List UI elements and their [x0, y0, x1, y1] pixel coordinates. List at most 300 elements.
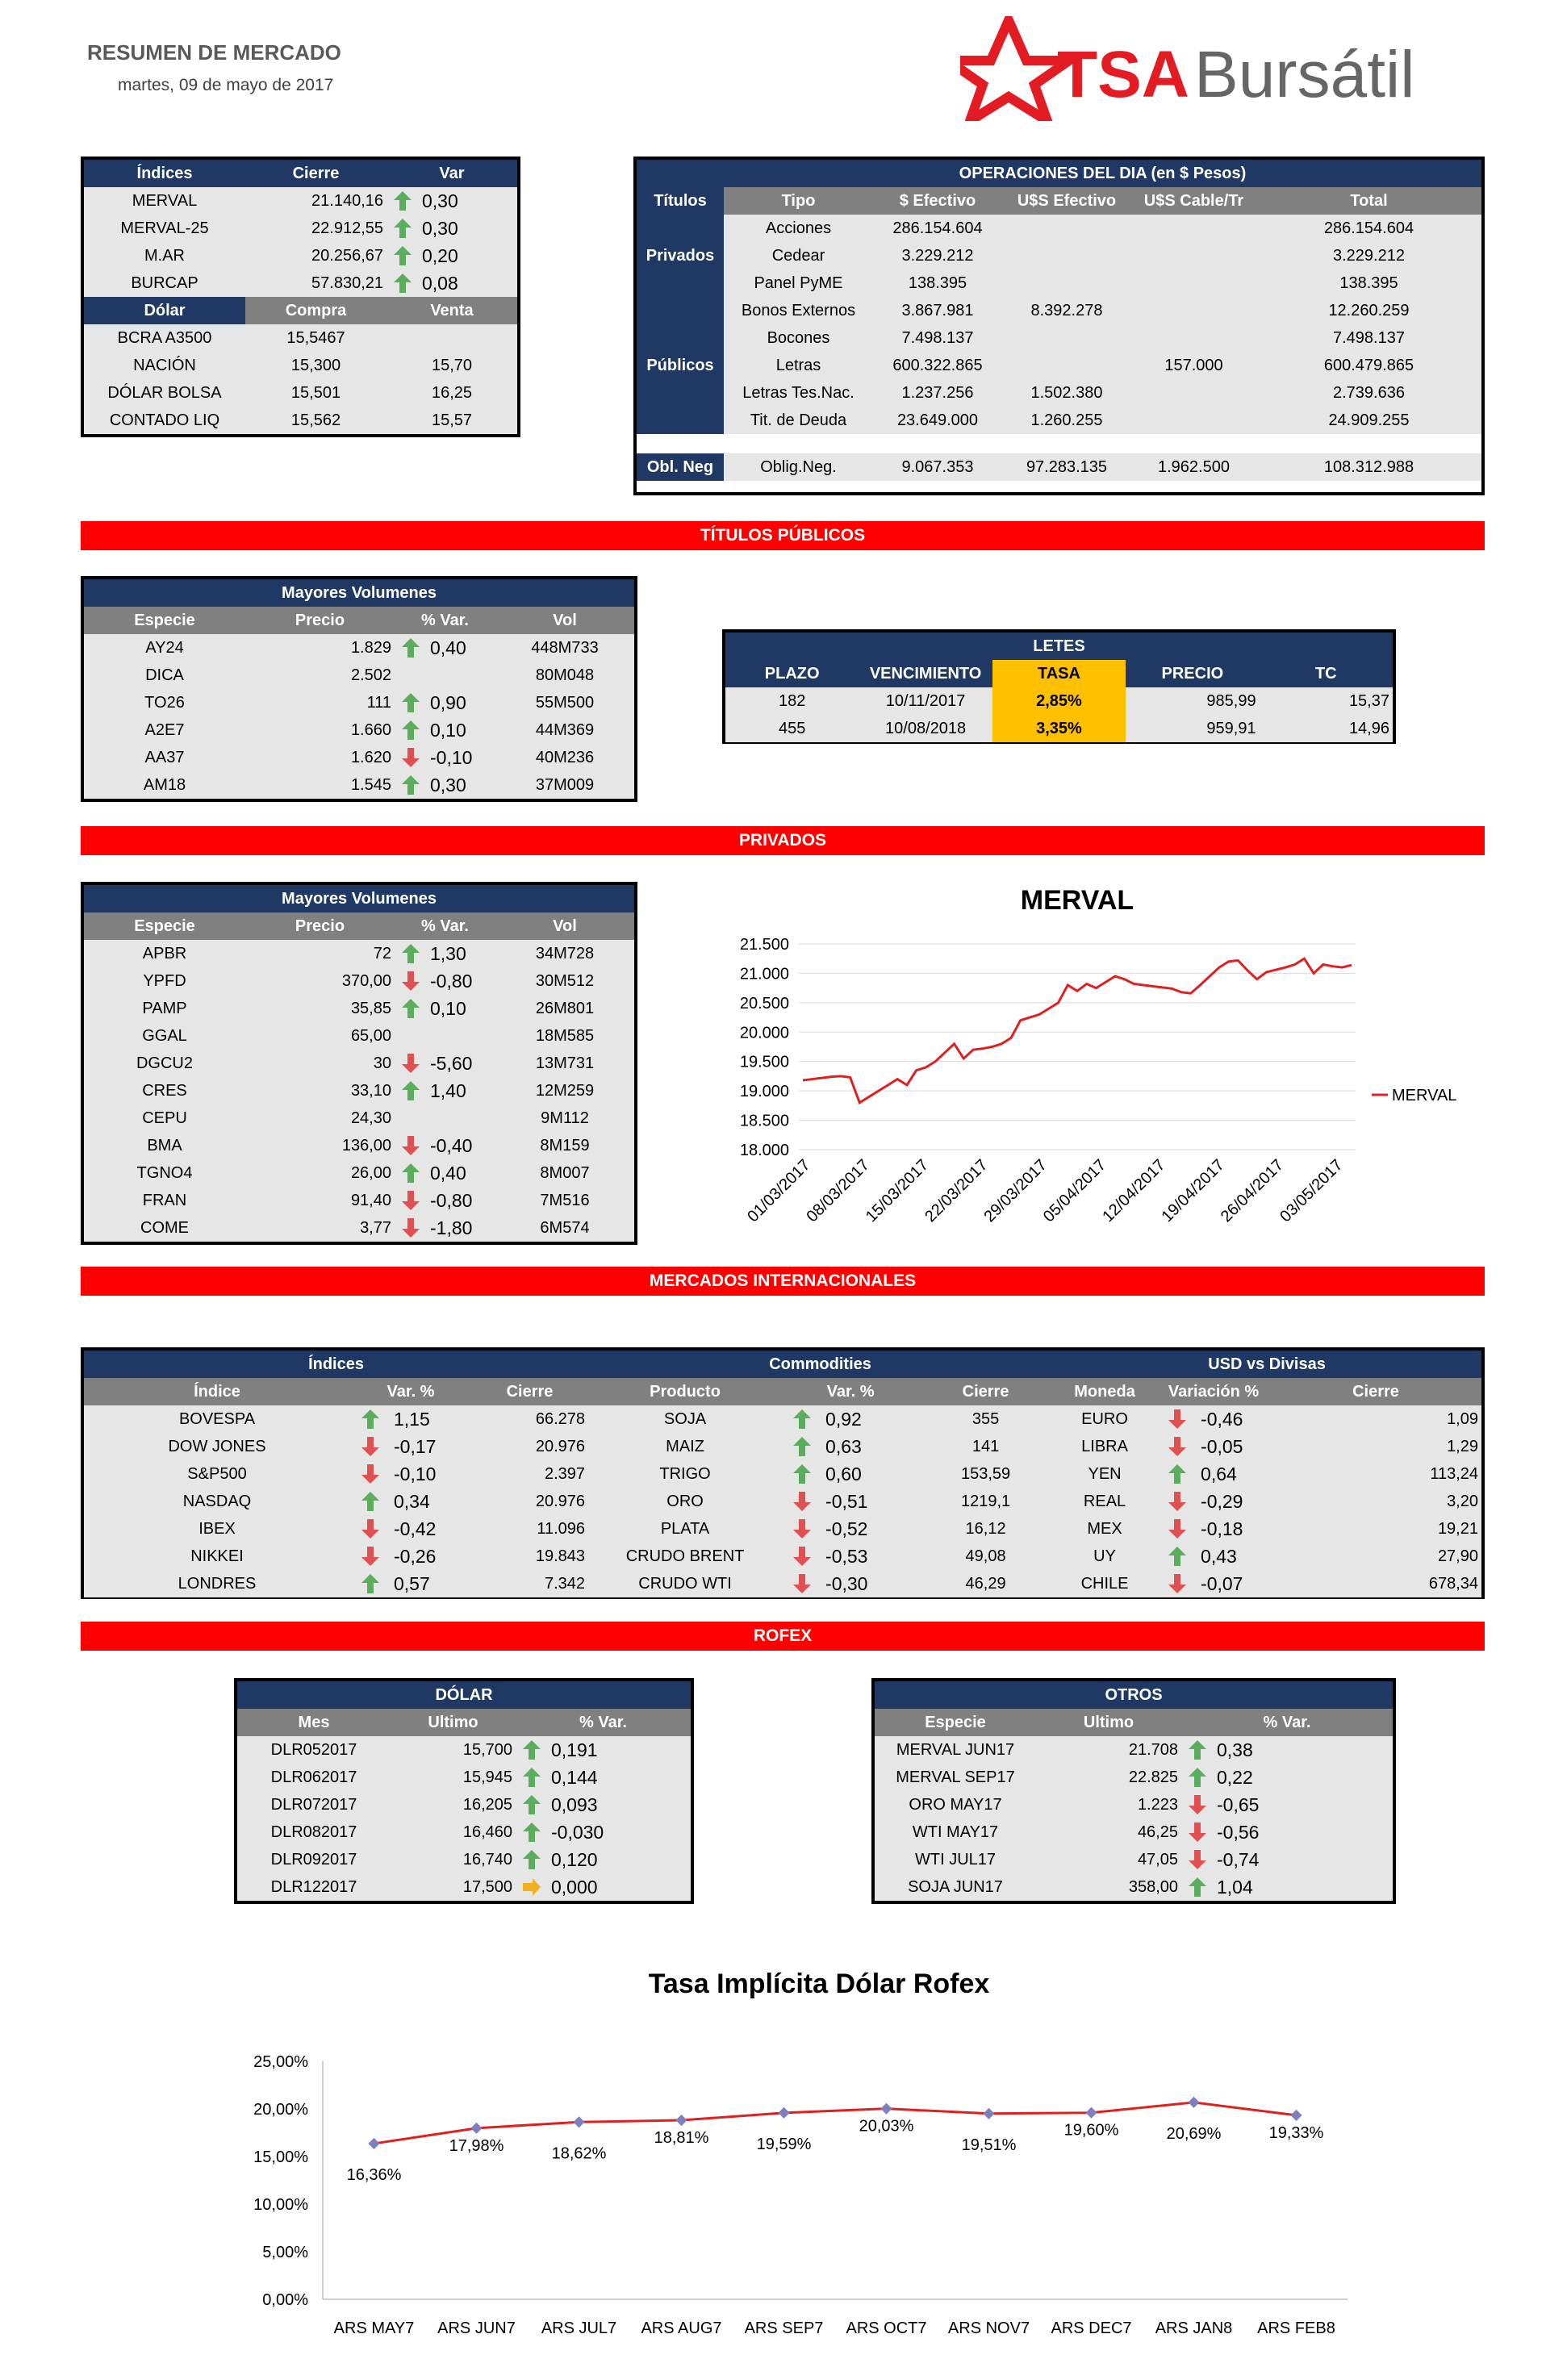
- rofex-name: ORO MAY17: [875, 1791, 1036, 1818]
- indice-var: 0,57: [391, 1570, 471, 1597]
- ops-row: [637, 297, 1481, 324]
- column-header: Variación %: [1157, 1378, 1270, 1405]
- dolar-row: [84, 379, 517, 407]
- arrow-up-icon: [792, 1436, 812, 1457]
- dolar-compra: 15,501: [245, 379, 386, 407]
- ops-title-row: [637, 160, 1481, 187]
- y-tick-label: 19.500: [739, 1053, 789, 1071]
- x-tick-label: ARS OCT7: [846, 2319, 927, 2337]
- moneda-var: -0,18: [1197, 1515, 1270, 1543]
- column-header: % Var.: [1181, 1709, 1393, 1736]
- data-label: 19,60%: [1063, 2121, 1119, 2140]
- dolar-row: [84, 352, 517, 379]
- column-header: Cierre: [919, 1378, 1052, 1405]
- column-header: Var. %: [350, 1378, 471, 1405]
- arrow-down-icon: [1188, 1849, 1207, 1870]
- especie: APBR: [84, 940, 245, 967]
- data-label: 19,33%: [1268, 2123, 1324, 2142]
- especie: AY24: [84, 634, 245, 662]
- ops-row: [637, 453, 1481, 481]
- dolar-compra: 15,562: [245, 407, 386, 434]
- trend-cell: [395, 995, 427, 1022]
- rofex-ultimo: 16,460: [391, 1818, 516, 1846]
- dolar-compra: 15,5467: [245, 324, 386, 352]
- arrow-up-icon: [522, 1794, 541, 1815]
- y-tick-label: 18.000: [739, 1142, 789, 1159]
- volume-row: [84, 634, 634, 662]
- title-row: [875, 1681, 1393, 1709]
- rofex-name: DLR052017: [237, 1736, 391, 1764]
- rofex-name: WTI MAY17: [875, 1818, 1036, 1846]
- producto-close: 49,08: [919, 1543, 1052, 1570]
- letes-cell: 985,99: [1126, 687, 1259, 715]
- trend-cell: [1157, 1515, 1197, 1543]
- volumen: 8M007: [495, 1159, 634, 1187]
- moneda-var: -0,05: [1197, 1433, 1270, 1460]
- indice-name: NASDAQ: [84, 1488, 350, 1515]
- producto-var: 0,60: [822, 1460, 919, 1488]
- volume-row: [84, 1077, 634, 1104]
- trend-cell: [516, 1736, 548, 1764]
- trend-cell: [386, 187, 419, 215]
- x-tick-label: ARS AUG7: [641, 2319, 722, 2337]
- ops-cell: [1002, 352, 1131, 379]
- chart-title: MERVAL: [1020, 885, 1134, 916]
- trend-cell: [395, 1104, 427, 1132]
- ops-cell: 9.067.353: [873, 453, 1002, 481]
- pct-var: 0,10: [427, 995, 495, 1022]
- spacer-row: [637, 434, 1481, 453]
- column-header: TASA: [992, 660, 1126, 687]
- index-close: 20.256,67: [245, 242, 386, 269]
- column-header: Var: [386, 160, 517, 187]
- column-header: Mes: [237, 1709, 391, 1736]
- moneda-var: 0,43: [1197, 1543, 1270, 1570]
- ops-cell: 1.962.500: [1131, 453, 1256, 481]
- moneda-name: UY: [1052, 1543, 1157, 1570]
- moneda-name: LIBRA: [1052, 1433, 1157, 1460]
- table-title: Mayores Volumenes: [84, 885, 634, 912]
- ops-group-label: Obl. Neg: [637, 453, 724, 481]
- volume-row: [84, 1214, 634, 1242]
- arrow-down-icon: [1188, 1822, 1207, 1843]
- trend-cell: [350, 1460, 391, 1488]
- arrow-down-icon: [401, 1217, 420, 1238]
- section-mercados-internacionales: MERCADOS INTERNACIONALES: [81, 1267, 1485, 1296]
- trend-cell: [395, 1214, 427, 1242]
- moneda-name: YEN: [1052, 1460, 1157, 1488]
- column-header: PLAZO: [725, 660, 859, 687]
- dolar-row: [84, 324, 517, 352]
- arrow-down-icon: [792, 1491, 812, 1512]
- rofex-name: DLR122017: [237, 1873, 391, 1901]
- arrow-up-icon: [401, 692, 420, 713]
- precio: 3,77: [245, 1214, 395, 1242]
- rofex-var: 0,120: [548, 1846, 691, 1873]
- pct-var: 0,40: [427, 1159, 495, 1187]
- precio: 24,30: [245, 1104, 395, 1132]
- index-row: [84, 187, 517, 215]
- dolar-venta: [386, 324, 517, 352]
- letes-row: [725, 715, 1393, 742]
- moneda-close: 113,24: [1270, 1460, 1481, 1488]
- indice-name: S&P500: [84, 1460, 350, 1488]
- trend-cell: [350, 1433, 391, 1460]
- column-header: Tipo: [724, 187, 873, 215]
- volume-row: [84, 689, 634, 716]
- especie: A2E7: [84, 716, 245, 744]
- rofex-ultimo: 358,00: [1036, 1873, 1181, 1901]
- rofex-name: MERVAL SEP17: [875, 1764, 1036, 1791]
- indice-close: 11.096: [471, 1515, 588, 1543]
- indice-close: 7.342: [471, 1570, 588, 1597]
- precio: 35,85: [245, 995, 395, 1022]
- data-point: [470, 2123, 482, 2134]
- trend-cell: [395, 1132, 427, 1159]
- rofex-row: [875, 1791, 1393, 1818]
- rofex-var: 0,144: [548, 1764, 691, 1791]
- dolar-name: CONTADO LIQ: [84, 407, 245, 434]
- ops-cell: Letras Tes.Nac.: [724, 379, 873, 407]
- blank: [637, 160, 724, 187]
- arrow-down-icon: [1188, 1794, 1207, 1815]
- producto-name: ORO: [588, 1488, 782, 1515]
- x-tick-label: 29/03/2017: [980, 1155, 1051, 1226]
- x-tick-label: 22/03/2017: [921, 1155, 992, 1226]
- arrow-up-icon: [401, 998, 420, 1019]
- ops-cell: [1131, 242, 1256, 269]
- arrow-up-icon: [393, 218, 412, 239]
- ops-cell: 138.395: [873, 269, 1002, 297]
- trend-cell: [1157, 1570, 1197, 1597]
- ops-cell: 3.229.212: [873, 242, 1002, 269]
- dolar-header-row: [84, 297, 517, 324]
- header-row: [84, 1378, 1481, 1405]
- arrow-down-icon: [1168, 1573, 1187, 1594]
- table-title: OTROS: [875, 1681, 1393, 1709]
- volume-row: [84, 1159, 634, 1187]
- chart-title: Tasa Implícita Dólar Rofex: [648, 1969, 990, 1999]
- arrow-down-icon: [792, 1518, 812, 1539]
- table-title: LETES: [725, 633, 1393, 660]
- volumen: 80M048: [495, 662, 634, 689]
- column-header: PRECIO: [1126, 660, 1259, 687]
- rofex-ultimo: 1.223: [1036, 1791, 1181, 1818]
- internacionales-panel: [81, 1347, 1485, 1599]
- rofex-ultimo: 15,700: [391, 1736, 516, 1764]
- volumen: 13M731: [495, 1050, 634, 1077]
- ops-group-label: Públicos: [637, 297, 724, 434]
- header-row: [84, 160, 517, 187]
- precio: 26,00: [245, 1159, 395, 1187]
- indice-name: IBEX: [84, 1515, 350, 1543]
- column-header: Vol: [495, 607, 634, 634]
- ops-cell: 157.000: [1131, 352, 1256, 379]
- trend-cell: [782, 1570, 822, 1597]
- y-tick-label: 20,00%: [253, 2101, 308, 2119]
- ops-cell: Acciones: [724, 215, 873, 242]
- column-header: Índice: [84, 1378, 350, 1405]
- y-tick-label: 5,00%: [262, 2244, 308, 2261]
- pct-var: -1,80: [427, 1214, 495, 1242]
- data-point: [1290, 2110, 1302, 2121]
- x-tick-label: ARS JUL7: [541, 2319, 617, 2337]
- column-header: Vol: [495, 912, 634, 940]
- ops-cell: 3.229.212: [1256, 242, 1481, 269]
- x-tick-label: ARS JAN8: [1155, 2319, 1233, 2337]
- y-tick-label: 10,00%: [253, 2196, 308, 2214]
- producto-var: 0,92: [822, 1405, 919, 1433]
- x-tick-label: 15/03/2017: [862, 1155, 933, 1226]
- arrow-down-icon: [1168, 1409, 1187, 1430]
- data-point: [1188, 2097, 1199, 2108]
- spacer: [637, 434, 1481, 453]
- indice-name: DOW JONES: [84, 1433, 350, 1460]
- title-row: [237, 1681, 691, 1709]
- arrow-down-icon: [401, 1135, 420, 1156]
- data-label: 19,51%: [961, 2136, 1017, 2154]
- ops-cell: [1131, 324, 1256, 352]
- arrow-up-icon: [401, 720, 420, 741]
- trend-cell: [395, 771, 427, 799]
- rofex-ultimo: 17,500: [391, 1873, 516, 1901]
- group-title: Commodities: [588, 1351, 1052, 1378]
- moneda-close: 1,09: [1270, 1405, 1481, 1433]
- data-point: [1085, 2107, 1097, 2119]
- arrow-down-icon: [792, 1546, 812, 1567]
- letes-cell: 182: [725, 687, 859, 715]
- index-name: BURCAP: [84, 269, 245, 297]
- moneda-name: REAL: [1052, 1488, 1157, 1515]
- column-header: % Var.: [395, 607, 495, 634]
- indice-close: 20.976: [471, 1433, 588, 1460]
- dolar-name: BCRA A3500: [84, 324, 245, 352]
- volumen: 26M801: [495, 995, 634, 1022]
- data-point: [573, 2116, 584, 2127]
- volumen: 34M728: [495, 940, 634, 967]
- moneda-close: 1,29: [1270, 1433, 1481, 1460]
- indice-var: -0,26: [391, 1543, 471, 1570]
- title-row: [725, 633, 1393, 660]
- data-label: 20,03%: [859, 2117, 914, 2136]
- especie: GGAL: [84, 1022, 245, 1050]
- ops-cell: [1131, 407, 1256, 434]
- header-row: [875, 1709, 1393, 1736]
- trend-cell: [1157, 1405, 1197, 1433]
- rofex-name: WTI JUL17: [875, 1846, 1036, 1873]
- ops-cell: Panel PyME: [724, 269, 873, 297]
- intl-row: [84, 1488, 1481, 1515]
- ops-row: [637, 324, 1481, 352]
- column-header: $ Efectivo: [873, 187, 1002, 215]
- ops-cell: Bonos Externos: [724, 297, 873, 324]
- index-close: 22.912,55: [245, 215, 386, 242]
- volumen: 7M516: [495, 1187, 634, 1214]
- indice-close: 19.843: [471, 1543, 588, 1570]
- ops-cell: 23.649.000: [873, 407, 1002, 434]
- moneda-name: CHILE: [1052, 1570, 1157, 1597]
- index-var: 0,30: [419, 187, 517, 215]
- column-header: Dólar: [84, 297, 245, 324]
- ops-cell: 138.395: [1256, 269, 1481, 297]
- rofex-ultimo: 21.708: [1036, 1736, 1181, 1764]
- ops-group-label: Privados: [637, 215, 724, 297]
- group-title: Índices: [84, 1351, 588, 1378]
- pct-var: [427, 1022, 495, 1050]
- arrow-up-icon: [393, 273, 412, 294]
- trend-cell: [395, 744, 427, 771]
- arrow-up-icon: [393, 190, 412, 211]
- precio: 136,00: [245, 1132, 395, 1159]
- header-row: [84, 607, 634, 634]
- index-close: 21.140,16: [245, 187, 386, 215]
- rofex-var: 0,093: [548, 1791, 691, 1818]
- trend-cell: [350, 1488, 391, 1515]
- column-header: Compra: [245, 297, 386, 324]
- rofex-name: DLR072017: [237, 1791, 391, 1818]
- trend-cell: [782, 1543, 822, 1570]
- dolar-venta: 15,57: [386, 407, 517, 434]
- publicos-volumenes-panel: [81, 576, 637, 802]
- volume-row: [84, 1132, 634, 1159]
- y-tick-label: 21.500: [739, 936, 789, 954]
- pct-var: 0,90: [427, 689, 495, 716]
- ops-cell: Bocones: [724, 324, 873, 352]
- y-tick-label: 19.000: [739, 1083, 789, 1101]
- ops-cell: 286.154.604: [1256, 215, 1481, 242]
- trend-cell: [1181, 1818, 1214, 1846]
- table-title: Mayores Volumenes: [84, 579, 634, 607]
- precio: 72: [245, 940, 395, 967]
- arrow-down-icon: [401, 1053, 420, 1074]
- especie: CRES: [84, 1077, 245, 1104]
- rofex-var: -0,65: [1214, 1791, 1393, 1818]
- arrow-up-icon: [393, 245, 412, 266]
- x-tick-label: 01/03/2017: [744, 1155, 814, 1226]
- column-header: Especie: [84, 607, 245, 634]
- moneda-name: MEX: [1052, 1515, 1157, 1543]
- section-titulos-publicos: TÍTULOS PÚBLICOS: [81, 521, 1485, 550]
- rofex-row: [237, 1873, 691, 1901]
- column-header: TC: [1260, 660, 1393, 687]
- ops-cell: Letras: [724, 352, 873, 379]
- rofex-name: SOJA JUN17: [875, 1873, 1036, 1901]
- trend-cell: [1181, 1736, 1214, 1764]
- moneda-close: 3,20: [1270, 1488, 1481, 1515]
- arrow-down-icon: [401, 747, 420, 768]
- x-tick-label: 12/04/2017: [1099, 1155, 1169, 1226]
- producto-var: -0,30: [822, 1570, 919, 1597]
- producto-var: 0,63: [822, 1433, 919, 1460]
- ops-title: OPERACIONES DEL DIA (en $ Pesos): [724, 160, 1481, 187]
- dolar-row: [84, 407, 517, 434]
- arrow-up-icon: [401, 1080, 420, 1101]
- report-title: RESUMEN DE MERCADO: [87, 40, 341, 65]
- title-row: [84, 885, 634, 912]
- svg-text:TSA: TSA: [1057, 38, 1189, 111]
- producto-var: -0,53: [822, 1543, 919, 1570]
- group-title: USD vs Divisas: [1052, 1351, 1481, 1378]
- column-header: VENCIMIENTO: [859, 660, 992, 687]
- rofex-var: 0,38: [1214, 1736, 1393, 1764]
- ops-cell: [1002, 269, 1131, 297]
- privados-volumenes-panel: [81, 882, 637, 1245]
- dolar-compra: 15,300: [245, 352, 386, 379]
- especie: BMA: [84, 1132, 245, 1159]
- arrow-down-icon: [361, 1546, 380, 1567]
- rofex-row: [237, 1846, 691, 1873]
- column-header: Cierre: [245, 160, 386, 187]
- indice-var: -0,10: [391, 1460, 471, 1488]
- pct-var: -5,60: [427, 1050, 495, 1077]
- x-tick-label: 26/04/2017: [1217, 1155, 1288, 1226]
- trend-cell: [1181, 1791, 1214, 1818]
- ops-cell: 7.498.137: [1256, 324, 1481, 352]
- producto-name: SOJA: [588, 1405, 782, 1433]
- tsa-star-icon: [960, 16, 1412, 121]
- header-row: [725, 660, 1393, 687]
- arrow-down-icon: [361, 1518, 380, 1539]
- indice-var: -0,42: [391, 1515, 471, 1543]
- arrow-up-icon: [361, 1573, 380, 1594]
- letes-cell: 959,91: [1126, 715, 1259, 742]
- index-row: [84, 242, 517, 269]
- producto-var: -0,52: [822, 1515, 919, 1543]
- precio: 1.545: [245, 771, 395, 799]
- x-tick-label: ARS SEP7: [744, 2319, 824, 2337]
- letes-cell: 3,35%: [992, 715, 1126, 742]
- trend-cell: [782, 1405, 822, 1433]
- column-header: Moneda: [1052, 1378, 1157, 1405]
- y-tick-label: 25,00%: [253, 2053, 308, 2071]
- rofex-var: -0,56: [1214, 1818, 1393, 1846]
- arrow-down-icon: [401, 971, 420, 992]
- moneda-close: 678,34: [1270, 1570, 1481, 1597]
- especie: PAMP: [84, 995, 245, 1022]
- header-row: [84, 912, 634, 940]
- arrow-up-icon: [522, 1822, 541, 1843]
- ops-cell: 1.502.380: [1002, 379, 1131, 407]
- especie: TGNO4: [84, 1159, 245, 1187]
- especie: FRAN: [84, 1187, 245, 1214]
- especie: YPFD: [84, 967, 245, 995]
- column-header: % Var.: [516, 1709, 691, 1736]
- ops-cell: 2.739.636: [1256, 379, 1481, 407]
- volume-row: [84, 940, 634, 967]
- arrow-down-icon: [401, 1190, 420, 1211]
- trend-cell: [395, 1050, 427, 1077]
- trend-cell: [516, 1791, 548, 1818]
- column-header: Especie: [875, 1709, 1036, 1736]
- data-point: [675, 2115, 687, 2126]
- column-header: Venta: [386, 297, 517, 324]
- pct-var: [427, 1104, 495, 1132]
- trend-cell: [516, 1764, 548, 1791]
- ops-cell: [1131, 379, 1256, 407]
- volume-row: [84, 744, 634, 771]
- data-label: 18,62%: [551, 2144, 607, 2163]
- ops-row: [637, 215, 1481, 242]
- trend-cell: [1181, 1764, 1214, 1791]
- letes-cell: 10/08/2018: [859, 715, 992, 742]
- rofex-row: [237, 1791, 691, 1818]
- producto-name: CRUDO WTI: [588, 1570, 782, 1597]
- indices-panel: [81, 157, 520, 437]
- column-header: Producto: [588, 1378, 782, 1405]
- letes-cell: 10/11/2017: [859, 687, 992, 715]
- precio: 111: [245, 689, 395, 716]
- rofex-ultimo: 15,945: [391, 1764, 516, 1791]
